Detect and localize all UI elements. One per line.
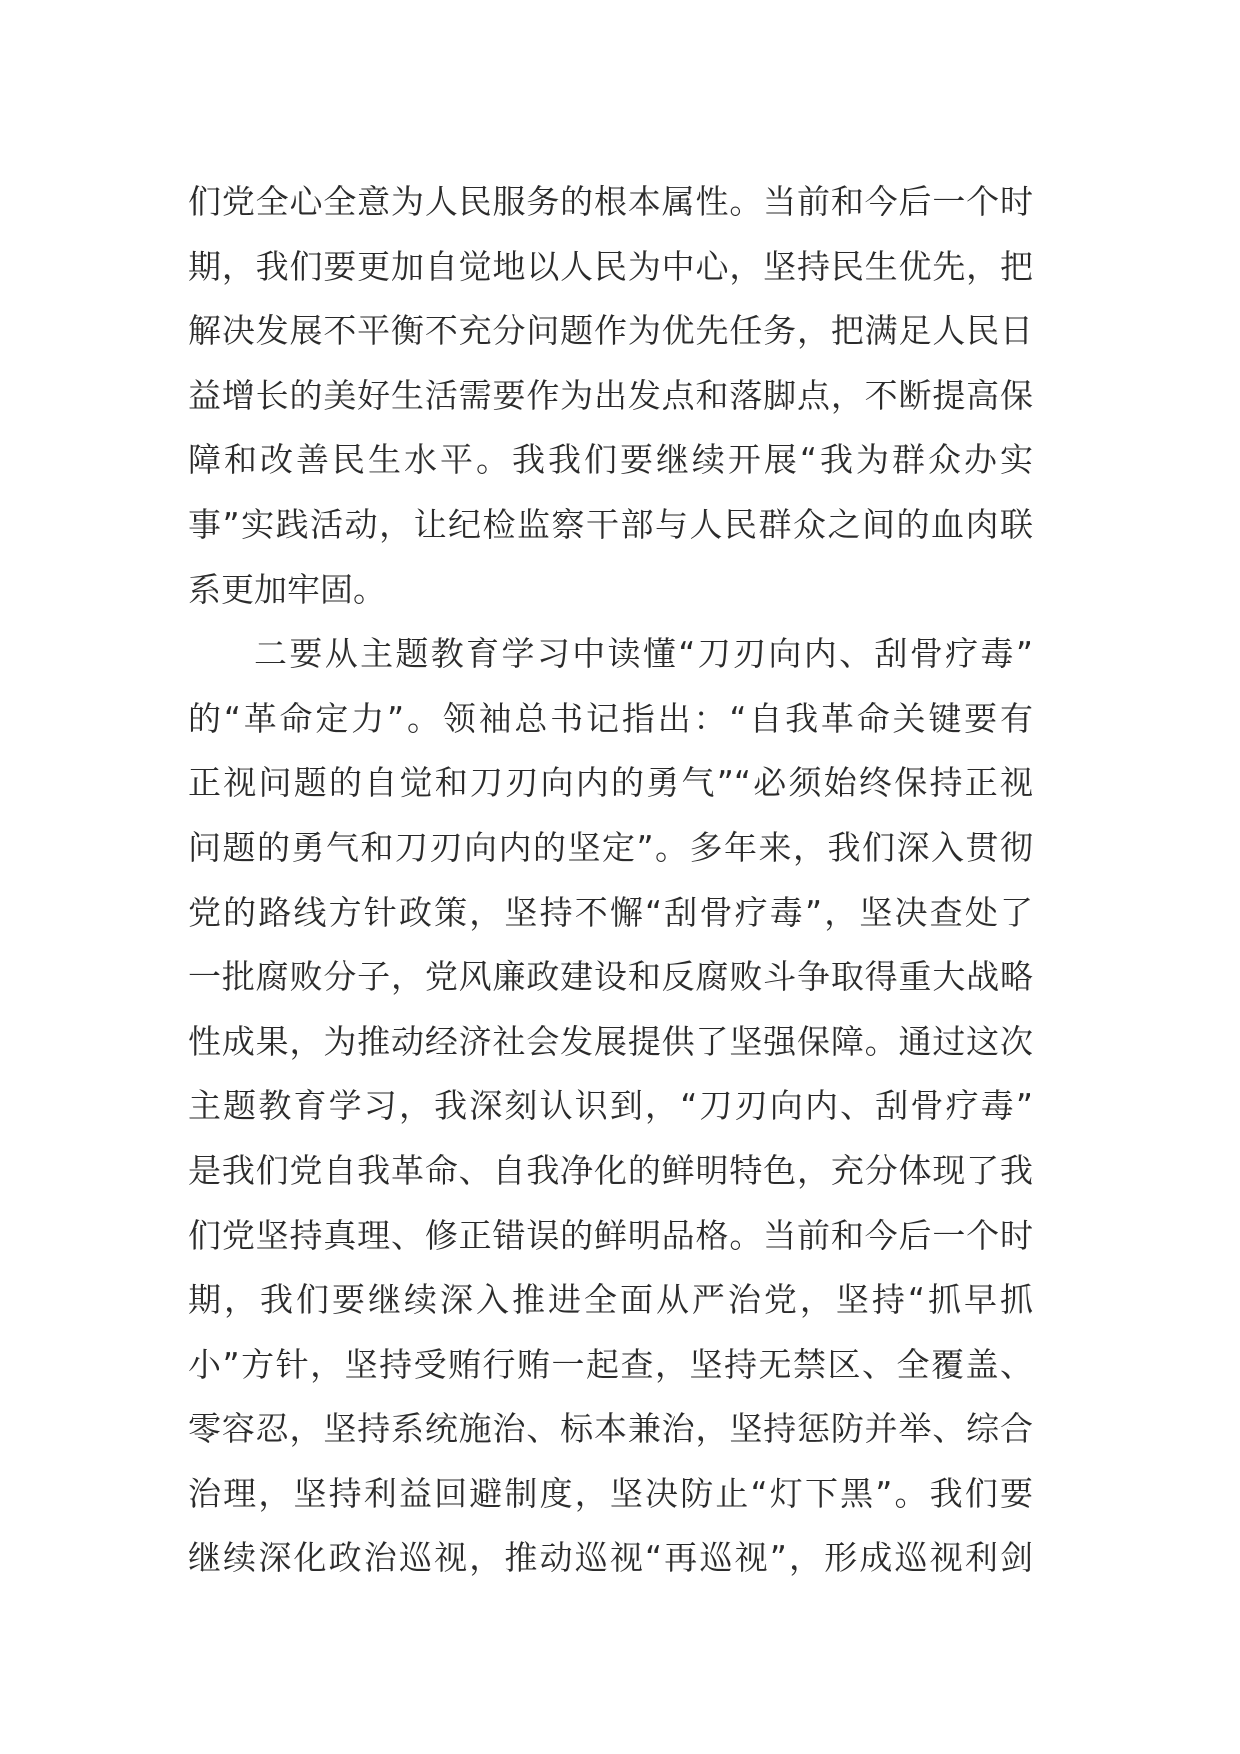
text-line: 继续深化政治巡视，推动巡视“再巡视”，形成巡视利剑	[188, 1538, 1033, 1578]
text-line: 期，我们要继续深入推进全面从严治党，坚持“抓早抓	[188, 1280, 1033, 1320]
text-line: 正视问题的自觉和刀刃向内的勇气”“必须始终保持正视	[188, 763, 1033, 803]
text-line: 治理，坚持利益回避制度，坚决防止“灯下黑”。我们要	[188, 1473, 1033, 1513]
text-line: 的“革命定力”。领袖总书记指出：“自我革命关键要有	[188, 698, 1033, 738]
text-line: 们党全心全意为人民服务的根本属性。当前和今后一个时	[188, 182, 1033, 221]
text-line: 障和改善民生水平。我我们要继续开展“我为群众办实	[188, 440, 1033, 480]
text-line: 解决发展不平衡不充分问题作为优先任务，把满足人民日	[188, 311, 1033, 351]
text-line: 零容忍，坚持系统施治、标本兼治，坚持惩防并举、综合	[188, 1409, 1033, 1449]
text-line: 一批腐败分子，党风廉政建设和反腐败斗争取得重大战略	[188, 957, 1033, 997]
text-line: 小”方针，坚持受贿行贿一起查，坚持无禁区、全覆盖、	[188, 1344, 1033, 1384]
text-line: 益增长的美好生活需要作为出发点和落脚点，不断提高保	[188, 375, 1033, 415]
text-line: 主题教育学习，我深刻认识到，“刀刃向内、刮骨疗毒”	[188, 1086, 1033, 1126]
text-line: 问题的勇气和刀刃向内的坚定”。多年来，我们深入贯彻	[188, 827, 1033, 867]
body-text	[188, 170, 1033, 1591]
text-line: 期，我们要更加自觉地以人民为中心，坚持民生优先，把	[188, 246, 1033, 286]
text-line: 性成果，为推动经济社会发展提供了坚强保障。通过这次	[188, 1021, 1033, 1061]
text-line: 事”实践活动，让纪检监察干部与人民群众之间的血肉联	[188, 504, 1033, 544]
text-line: 们党坚持真理、修正错误的鲜明品格。当前和今后一个时	[188, 1215, 1033, 1255]
text-line: 党的路线方针政策，坚持不懈“刮骨疗毒”，坚决查处了	[188, 892, 1033, 932]
paragraph-end-line: 系更加牢固。	[188, 569, 386, 609]
paragraph-start-line: 二要从主题教育学习中读懂“刀刃向内、刮骨疗毒”	[254, 634, 1033, 674]
text-line: 是我们党自我革命、自我净化的鲜明特色，充分体现了我	[188, 1150, 1033, 1190]
